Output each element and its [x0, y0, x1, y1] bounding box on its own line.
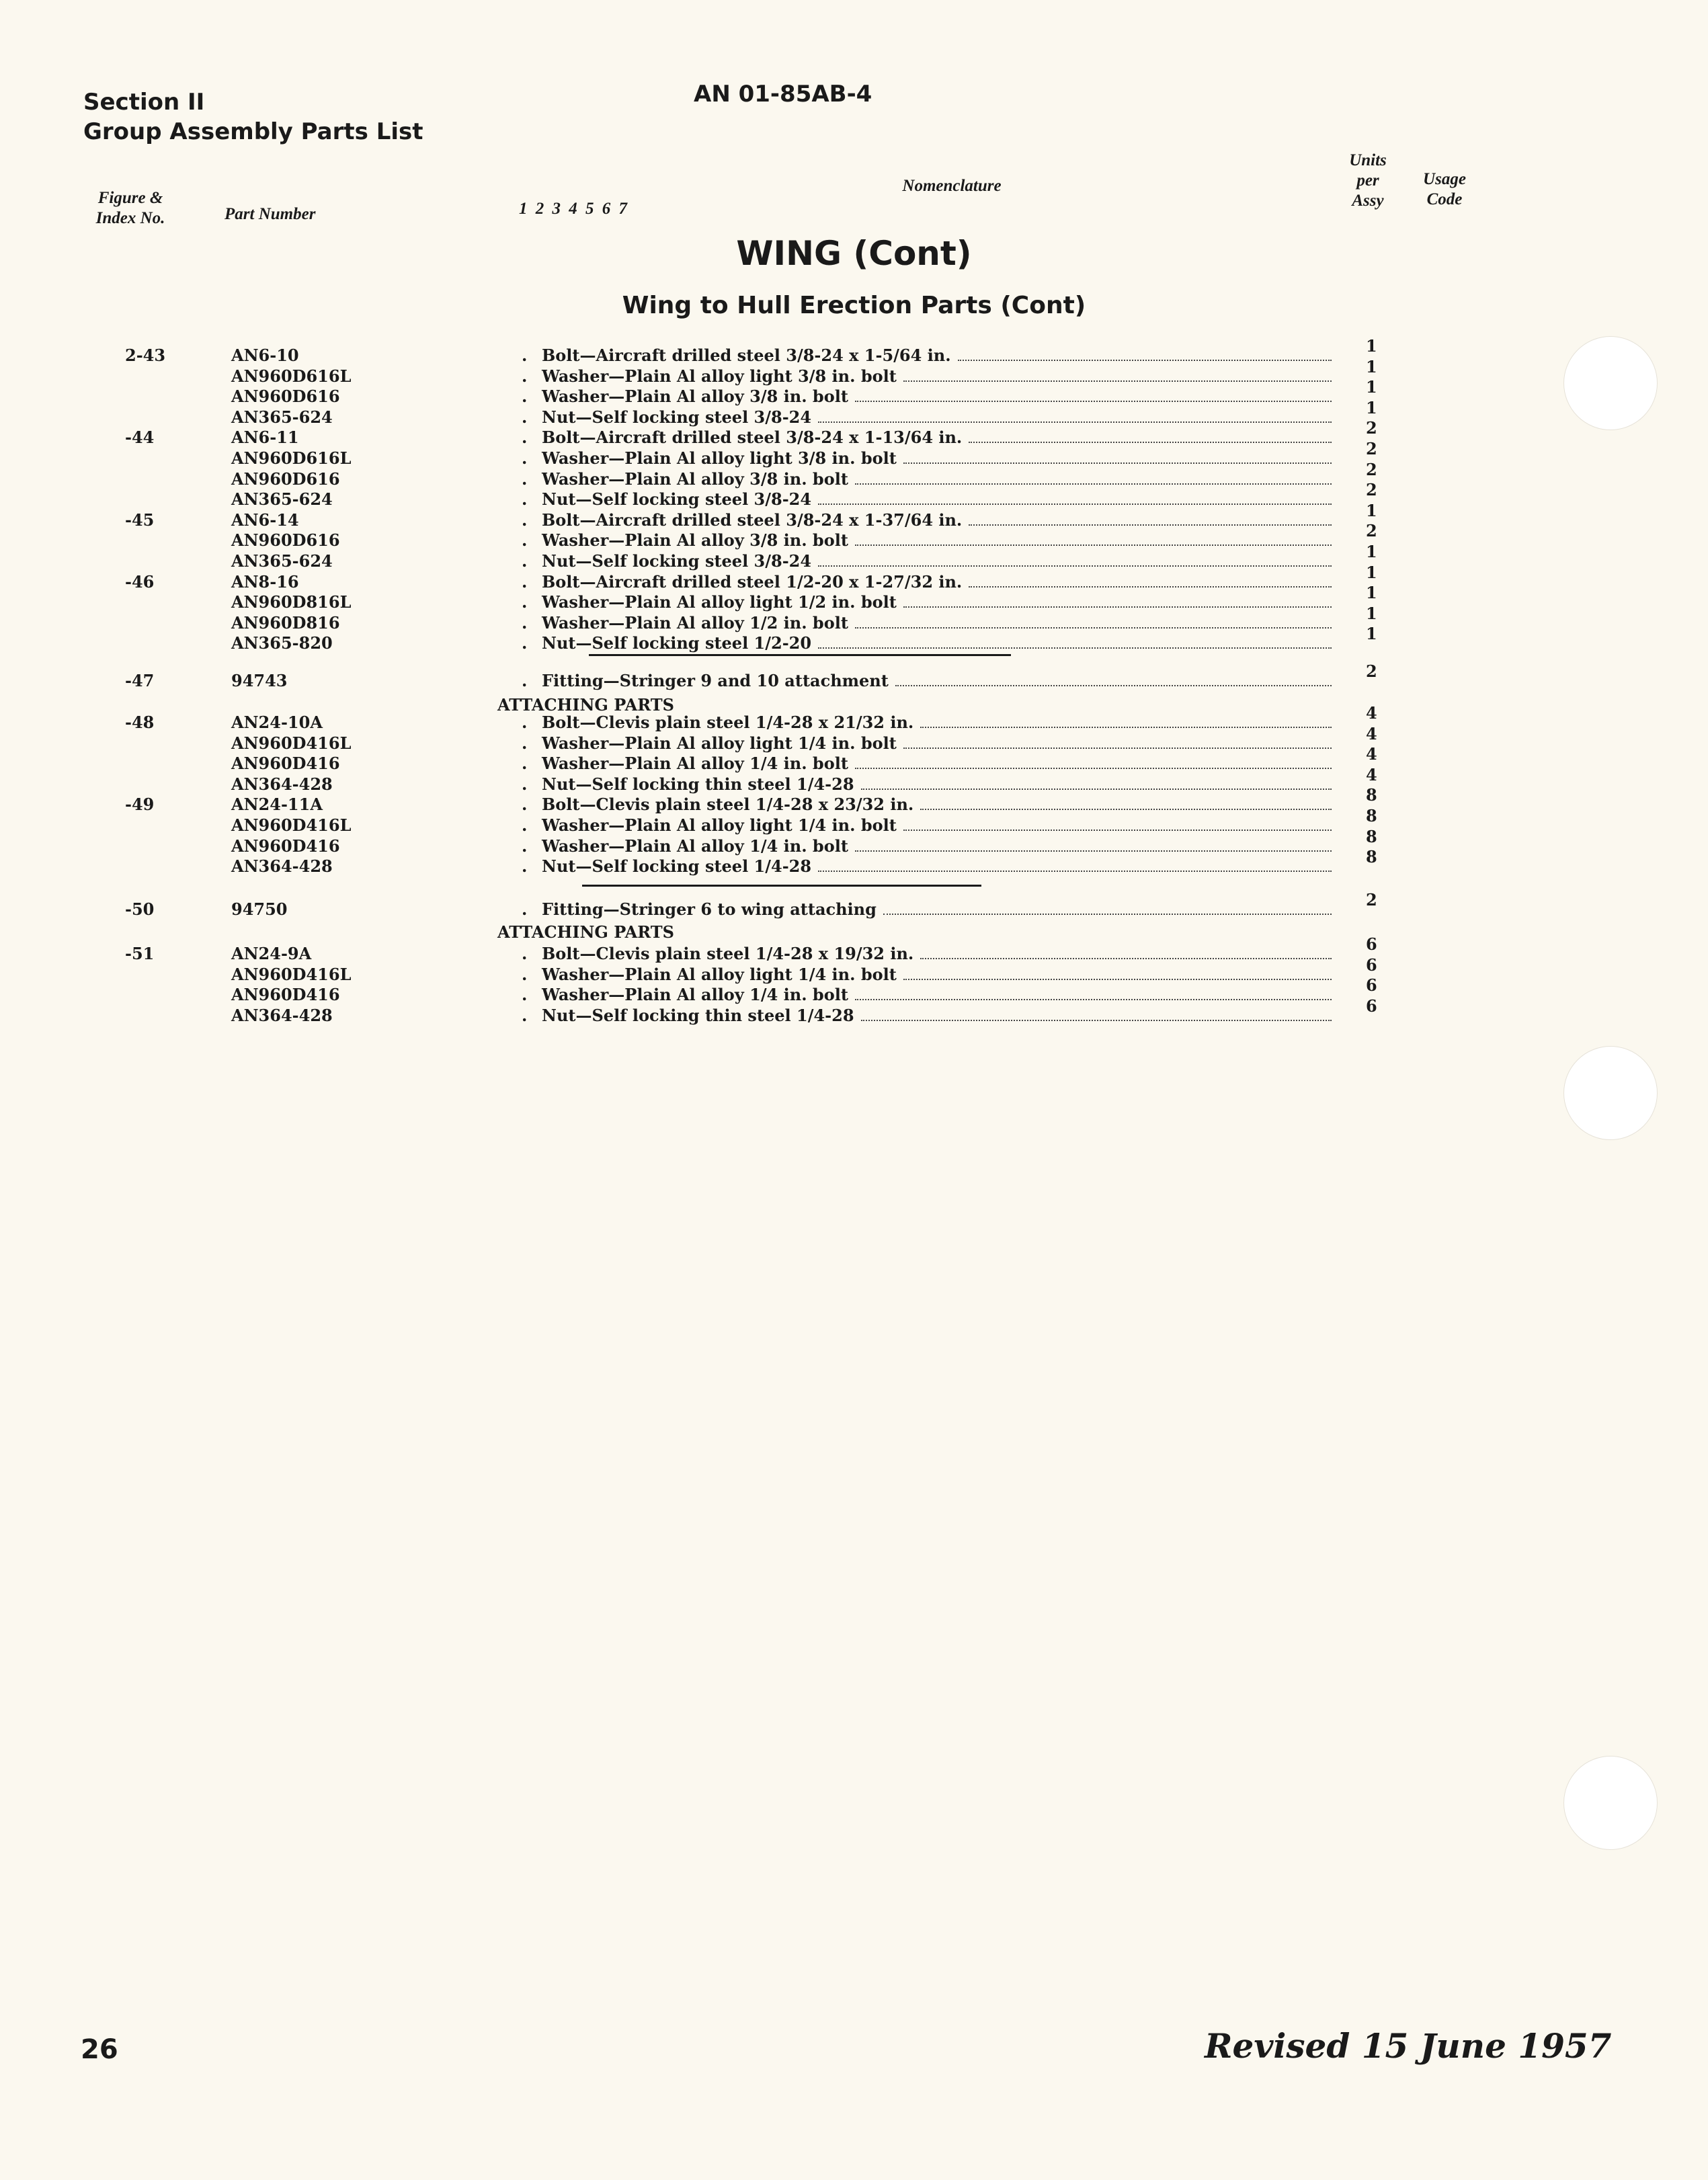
- indent-dot: .: [522, 489, 528, 510]
- table-row: [0, 723, 1708, 754]
- dot-leader: [855, 614, 1332, 629]
- dot-leader: [903, 449, 1332, 464]
- dot-leader: [855, 531, 1332, 546]
- table-row: [0, 439, 1708, 469]
- indent-dot: .: [522, 836, 528, 856]
- description-text: Bolt—Aircraft drilled steel 3/8-24 x 1-37/64 in.: [542, 510, 963, 530]
- units-per-assy: 2: [1366, 459, 1377, 479]
- units-per-assy: 8: [1366, 806, 1377, 825]
- part-number: AN960D416L: [231, 733, 352, 753]
- page-number: 26: [81, 2034, 118, 2065]
- binder-hole: [1563, 1756, 1658, 1850]
- indent-dot: .: [522, 592, 528, 612]
- table-row: [0, 356, 1708, 387]
- description-text: Fitting—Stringer 9 and 10 attachment: [542, 671, 889, 690]
- document-number: AN 01-85AB-4: [694, 81, 872, 108]
- table-row: [0, 975, 1708, 1005]
- nomenclature: [522, 613, 1332, 633]
- part-number: AN6-11: [231, 428, 299, 448]
- indent-dot: .: [522, 571, 528, 592]
- part-number: AN365-820: [231, 633, 333, 653]
- description-text: Bolt—Aircraft drilled steel 3/8-24 x 1-13/64 in.: [542, 428, 963, 448]
- description-text: Nut—Self locking steel 3/8-24: [542, 551, 812, 571]
- figure-index: -47: [125, 671, 155, 690]
- dot-leader: [903, 734, 1332, 749]
- table-row: [0, 480, 1708, 510]
- indent-dot: .: [522, 713, 528, 732]
- indent-dot: .: [522, 944, 528, 963]
- nomenclature: [522, 836, 1332, 856]
- dot-leader: [855, 387, 1332, 402]
- description-text: Washer—Plain Al alloy 3/8 in. bolt: [542, 387, 848, 407]
- figure-index: -46: [125, 571, 155, 592]
- part-number: AN960D416L: [231, 964, 352, 984]
- table-row: [0, 542, 1708, 571]
- description-text: Nut—Self locking steel 3/8-24: [542, 489, 812, 510]
- sub-title: Wing to Hull Erection Parts (Cont): [622, 292, 1086, 319]
- part-number: AN960D616: [231, 530, 340, 551]
- dot-leader: [855, 754, 1332, 769]
- part-number: AN960D616L: [231, 448, 352, 468]
- units-per-assy: 8: [1366, 826, 1377, 846]
- nomenclature: [522, 965, 1332, 984]
- indent-dot: .: [522, 346, 528, 365]
- units-per-assy: 6: [1366, 996, 1377, 1016]
- dot-leader: [818, 552, 1332, 567]
- description-text: Bolt—Clevis plain steel 1/4-28 x 19/32 in.: [542, 944, 914, 963]
- units-per-assy: 1: [1366, 356, 1377, 376]
- units-per-assy: 2: [1366, 890, 1377, 910]
- indent-dot: .: [522, 612, 528, 633]
- part-number: AN364-428: [231, 774, 333, 794]
- units-per-assy: 2: [1366, 480, 1377, 500]
- part-number: AN960D416: [231, 836, 340, 856]
- nomenclature: [522, 489, 1332, 509]
- column-usage-code: Usage Code: [1423, 170, 1466, 208]
- figure-index: -50: [125, 899, 155, 919]
- dot-leader: [883, 900, 1332, 915]
- nomenclature: [522, 572, 1332, 592]
- indent-dot: .: [522, 856, 528, 877]
- description-text: Washer—Plain Al alloy light 3/8 in. bolt: [542, 448, 897, 468]
- units-per-assy: 4: [1366, 744, 1377, 764]
- description-text: Washer—Plain Al alloy light 3/8 in. bolt: [542, 366, 897, 386]
- indent-dot: .: [522, 1005, 528, 1025]
- nomenclature: [522, 985, 1332, 1004]
- part-number: AN960D416L: [231, 815, 352, 835]
- part-number: AN6-14: [231, 510, 299, 530]
- table-row: [0, 500, 1708, 530]
- description-text: Bolt—Aircraft drilled steel 1/2-20 x 1-27/32 in.: [542, 571, 963, 592]
- indent-dot: .: [522, 510, 528, 530]
- units-per-assy: 4: [1366, 703, 1377, 723]
- units-per-assy: 6: [1366, 934, 1377, 954]
- indent-dot: .: [522, 469, 528, 489]
- nomenclature: [522, 944, 1332, 963]
- units-per-assy: 1: [1366, 336, 1377, 356]
- table-row: [0, 955, 1708, 985]
- part-number: 94743: [231, 671, 288, 690]
- part-number: AN365-624: [231, 551, 333, 571]
- dot-leader: [969, 428, 1332, 443]
- units-per-assy: 2: [1366, 521, 1377, 541]
- dot-leader: [920, 713, 1332, 728]
- nomenclature: [522, 469, 1332, 489]
- nomenclature: [522, 387, 1332, 406]
- attaching-parts-label: ATTACHING PARTS: [497, 922, 674, 942]
- indent-dot: .: [522, 964, 528, 984]
- description-text: Washer—Plain Al alloy 1/4 in. bolt: [542, 836, 848, 856]
- part-number: AN960D816L: [231, 592, 352, 612]
- description-text: Washer—Plain Al alloy light 1/2 in. bolt: [542, 592, 897, 612]
- section-label: Section II: [83, 89, 205, 116]
- units-per-assy: 1: [1366, 562, 1377, 582]
- part-number: AN960D616: [231, 469, 340, 489]
- table-row: [0, 890, 1708, 920]
- dot-leader: [958, 346, 1332, 361]
- figure-index: -49: [125, 795, 155, 815]
- description-text: Nut—Self locking thin steel 1/4-28: [542, 1005, 854, 1025]
- indent-dot: .: [522, 366, 528, 386]
- nomenclature: [522, 671, 1332, 690]
- indent-dot: .: [522, 551, 528, 571]
- units-per-assy: 1: [1366, 377, 1377, 397]
- table-row: [0, 624, 1708, 653]
- part-number: AN960D616L: [231, 366, 352, 386]
- part-number: AN960D416: [231, 985, 340, 1005]
- table-row: [0, 377, 1708, 407]
- dot-leader: [895, 672, 1332, 686]
- indent-dot: .: [522, 671, 528, 690]
- revision-date: Revised 15 June 1957: [1205, 2026, 1612, 2066]
- nomenclature: [522, 899, 1332, 919]
- column-units-per-assy: Units per Assy: [1349, 151, 1387, 210]
- table-row: [0, 826, 1708, 856]
- description-text: Bolt—Clevis plain steel 1/4-28 x 23/32 in.: [542, 795, 914, 815]
- description-text: Bolt—Aircraft drilled steel 3/8-24 x 1-5/64 in.: [542, 346, 951, 365]
- description-text: Washer—Plain Al alloy 3/8 in. bolt: [542, 530, 848, 551]
- binder-hole: [1563, 336, 1658, 430]
- table-row: [0, 583, 1708, 612]
- column-figure-index: Figure & Index No.: [95, 189, 165, 227]
- nomenclature: [522, 856, 1332, 876]
- indent-dot: .: [522, 815, 528, 835]
- part-number: AN6-10: [231, 346, 299, 365]
- table-row: [0, 661, 1708, 691]
- nomenclature: [522, 733, 1332, 753]
- part-number: AN364-428: [231, 856, 333, 877]
- table-row: [0, 336, 1708, 366]
- attaching-parts-label: ATTACHING PARTS: [497, 695, 674, 715]
- indent-dot: .: [522, 774, 528, 794]
- nomenclature: [522, 1006, 1332, 1025]
- table-row: [0, 744, 1708, 774]
- table-row: [0, 459, 1708, 489]
- table-row: [0, 521, 1708, 551]
- dot-leader: [818, 634, 1332, 649]
- figure-index: -51: [125, 944, 155, 963]
- indent-dot: .: [522, 899, 528, 919]
- units-per-assy: 1: [1366, 542, 1377, 561]
- part-number: AN8-16: [231, 571, 299, 592]
- table-row: [0, 996, 1708, 1026]
- nomenclature: [522, 530, 1332, 550]
- description-text: Washer—Plain Al alloy light 1/4 in. bolt: [542, 964, 897, 984]
- nomenclature: [522, 448, 1332, 468]
- units-per-assy: 4: [1366, 764, 1377, 784]
- nomenclature: [522, 551, 1332, 571]
- description-text: Washer—Plain Al alloy 1/4 in. bolt: [542, 754, 848, 774]
- nomenclature: [522, 366, 1332, 386]
- nomenclature: [522, 774, 1332, 794]
- indent-dot: .: [522, 633, 528, 653]
- description-text: Washer—Plain Al alloy 3/8 in. bolt: [542, 469, 848, 489]
- units-per-assy: 1: [1366, 397, 1377, 417]
- units-per-assy: 6: [1366, 975, 1377, 996]
- dot-leader: [969, 511, 1332, 526]
- indent-dot: .: [522, 530, 528, 551]
- units-per-assy: 8: [1366, 847, 1377, 867]
- part-number: AN24-11A: [231, 795, 323, 815]
- list-title: Group Assembly Parts List: [83, 118, 423, 145]
- description-text: Nut—Self locking thin steel 1/4-28: [542, 774, 854, 794]
- nomenclature: [522, 592, 1332, 612]
- dot-leader: [855, 470, 1332, 485]
- units-per-assy: 1: [1366, 583, 1377, 603]
- units-per-assy: 1: [1366, 603, 1377, 623]
- dot-leader: [855, 985, 1332, 1000]
- part-number: AN24-9A: [231, 944, 312, 963]
- nomenclature: [522, 713, 1332, 732]
- indent-dot: .: [522, 754, 528, 774]
- units-per-assy: 1: [1366, 624, 1377, 644]
- description-text: Washer—Plain Al alloy 1/4 in. bolt: [542, 985, 848, 1005]
- part-number: AN960D416: [231, 754, 340, 774]
- table-row: [0, 603, 1708, 633]
- dot-leader: [920, 944, 1332, 959]
- nomenclature: [522, 754, 1332, 773]
- nomenclature: [522, 346, 1332, 365]
- dot-leader: [920, 795, 1332, 810]
- indent-dot: .: [522, 733, 528, 753]
- dot-leader: [818, 490, 1332, 505]
- figure-index: 2-43: [125, 346, 166, 365]
- dot-leader: [969, 573, 1332, 588]
- dot-leader: [903, 593, 1332, 608]
- nomenclature: [522, 633, 1332, 653]
- dot-leader: [818, 857, 1332, 872]
- main-title: WING (Cont): [736, 234, 972, 273]
- part-number: 94750: [231, 899, 288, 919]
- dot-leader: [855, 837, 1332, 852]
- figure-index: -44: [125, 428, 155, 448]
- description-text: Nut—Self locking steel 1/2-20: [542, 633, 812, 653]
- table-row: [0, 806, 1708, 836]
- description-text: Fitting—Stringer 6 to wing attaching: [542, 899, 877, 919]
- separator-line: [582, 885, 981, 887]
- indent-dot: .: [522, 387, 528, 407]
- table-row: [0, 418, 1708, 448]
- indent-dot: .: [522, 985, 528, 1005]
- indent-dot: .: [522, 795, 528, 815]
- table-row: [0, 562, 1708, 592]
- dot-leader: [861, 775, 1332, 790]
- part-number: AN960D816: [231, 612, 340, 633]
- nomenclature: [522, 815, 1332, 835]
- table-row: [0, 785, 1708, 815]
- part-number: AN960D616: [231, 387, 340, 407]
- part-number: AN365-624: [231, 407, 333, 427]
- dot-leader: [818, 408, 1332, 423]
- nomenclature: [522, 510, 1332, 530]
- nomenclature: [522, 428, 1332, 447]
- description-text: Washer—Plain Al alloy light 1/4 in. bolt: [542, 815, 897, 835]
- description-text: Nut—Self locking steel 1/4-28: [542, 856, 812, 877]
- nomenclature: [522, 795, 1332, 814]
- table-row: [0, 934, 1708, 964]
- figure-index: -45: [125, 510, 155, 530]
- indent-dot: .: [522, 407, 528, 427]
- part-number: AN365-624: [231, 489, 333, 510]
- units-per-assy: 8: [1366, 785, 1377, 805]
- column-nomenclature: Nomenclature: [902, 177, 1002, 195]
- units-per-assy: 2: [1366, 418, 1377, 438]
- description-text: Bolt—Clevis plain steel 1/4-28 x 21/32 in.: [542, 713, 914, 732]
- description-text: Washer—Plain Al alloy light 1/4 in. bolt: [542, 733, 897, 753]
- units-per-assy: 1: [1366, 500, 1377, 520]
- nomenclature: [522, 407, 1332, 427]
- dot-leader: [903, 367, 1332, 382]
- units-per-assy: 6: [1366, 955, 1377, 975]
- separator-line: [589, 654, 1011, 656]
- part-number: AN364-428: [231, 1005, 333, 1025]
- figure-index: -48: [125, 713, 155, 732]
- column-indent-digits: 1 2 3 4 5 6 7: [519, 200, 627, 218]
- dot-leader: [903, 816, 1332, 831]
- indent-dot: .: [522, 448, 528, 468]
- column-part-number: Part Number: [225, 205, 316, 223]
- units-per-assy: 2: [1366, 661, 1377, 681]
- units-per-assy: 4: [1366, 723, 1377, 743]
- binder-hole: [1563, 1046, 1658, 1140]
- description-text: Nut—Self locking steel 3/8-24: [542, 407, 812, 427]
- part-number: AN24-10A: [231, 713, 323, 732]
- description-text: Washer—Plain Al alloy 1/2 in. bolt: [542, 612, 848, 633]
- dot-leader: [903, 965, 1332, 980]
- units-per-assy: 2: [1366, 439, 1377, 458]
- table-row: [0, 847, 1708, 877]
- dot-leader: [861, 1006, 1332, 1021]
- indent-dot: .: [522, 428, 528, 448]
